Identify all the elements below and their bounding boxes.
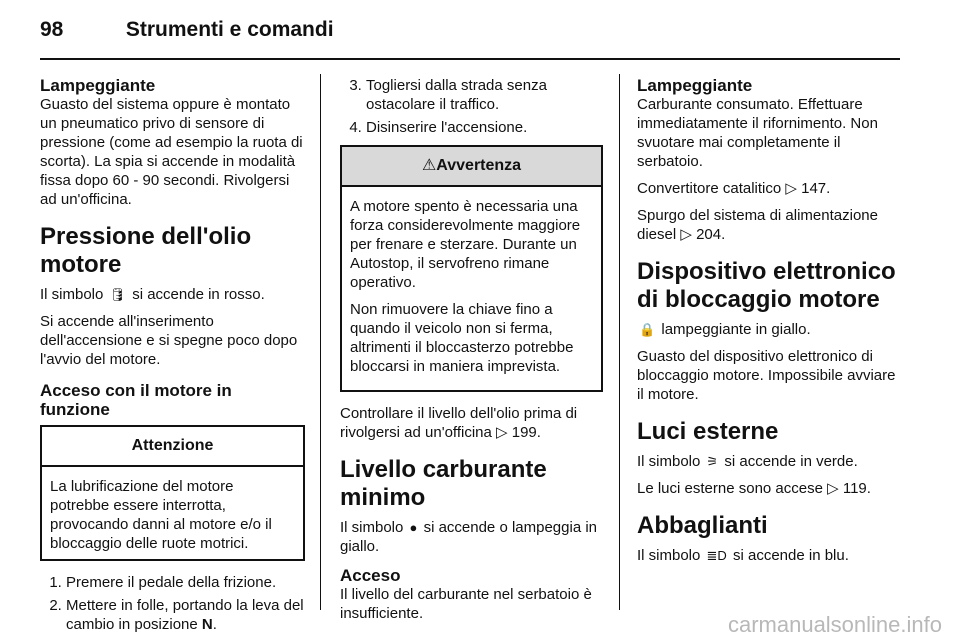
- text-fragment: Convertitore catalitico: [637, 180, 782, 197]
- text-fragment: lampeggiante in giallo.: [661, 321, 811, 338]
- paragraph-immo-fault: Guasto del dispositivo elettronico di bloccaggio motore. Impossibile avviare il motore.: [637, 348, 896, 403]
- reference-arrow-icon: ▷: [827, 480, 839, 497]
- warning-triangle-icon: ⚠: [421, 157, 437, 174]
- text-fragment: si accende in blu.: [732, 547, 849, 564]
- paragraph-oil-ignition: Si accende all'inserimento dell'accensione e si spegne poco dopo l'avvio del motore.: [40, 313, 298, 368]
- immobilizer-icon: 🔒: [639, 322, 656, 337]
- heading-immobilizer: Dispositivo elettronico di bloccaggio motore: [637, 258, 896, 313]
- paragraph-fuel-low: Il livello del carburante nel serbatoio è insufficiente.: [340, 586, 592, 622]
- text-fragment: Spurgo del sistema di alimentazione diesel: [637, 207, 878, 243]
- paragraph-ext-on: [637, 479, 901, 498]
- heading-acceso: Acceso: [340, 566, 401, 585]
- column-divider-2: [619, 74, 620, 610]
- paragraph-fuel-empty: Carburante consumato. Effettuare immediatamente il rifornimento. Non svuotare mai completamente il serbatoio.: [637, 96, 878, 170]
- page-reference: 199.: [511, 424, 541, 441]
- page-header: [40, 18, 334, 42]
- heading-fuel-level: Livello carburante minimo: [340, 456, 547, 511]
- warning-paragraph: Non rimuovere la chiave fino a quando il veicolo non si ferma, altrimenti il bloccasterzo potrebbe bloccarsi in maniera imprevista.: [350, 301, 574, 375]
- gear-position: N: [201, 616, 213, 633]
- text-fragment: si accende in verde.: [724, 453, 858, 470]
- page-reference: 119.: [842, 480, 871, 497]
- list-item: 1. Premere il pedale della frizione.: [66, 573, 305, 592]
- column-3: [637, 76, 901, 573]
- oil-can-icon: 🛢: [109, 287, 127, 302]
- steps-list-1: [40, 573, 305, 634]
- paragraph-oil-symbol: [40, 285, 305, 304]
- attention-box: [40, 425, 305, 561]
- list-item: 4. Disinserire l'accensione.: [366, 118, 603, 137]
- attention-title: Attenzione: [42, 427, 303, 467]
- exterior-lights-icon: ⚞: [706, 454, 719, 469]
- heading-lampeggiante: Lampeggiante: [637, 76, 753, 95]
- page-reference: 147.: [801, 180, 831, 197]
- column-2: [340, 76, 603, 631]
- text-fragment: Mettere in folle, portando la leva del cambio in posizione: [66, 597, 304, 633]
- text-fragment: Il simbolo: [340, 519, 404, 536]
- warning-paragraph: A motore spento è necessaria una forza considerevolmente maggiore per frenare e sterzare. Durante un Autostop, il servofreno rimane operativo.: [350, 198, 581, 291]
- warning-title: [342, 147, 601, 187]
- paragraph-immo-symbol: [637, 320, 901, 339]
- heading-oil-pressure: Pressione dell'olio motore: [40, 223, 252, 278]
- warning-body: [342, 187, 601, 390]
- reference-arrow-icon: ▷: [785, 180, 797, 197]
- paragraph-diesel-purge: [637, 206, 901, 244]
- attention-body: La lubrificazione del motore potrebbe essere interrotta, provocando danni al motore e/o il bloccaggio delle ruote motrici.: [50, 478, 272, 552]
- heading-lampeggiante: Lampeggiante: [40, 76, 156, 95]
- list-item: 3. Togliersi dalla strada senza ostacolare il traffico.: [366, 76, 603, 114]
- header-rule: [40, 58, 900, 60]
- page-reference: 204.: [696, 226, 726, 243]
- column-divider-1: [320, 74, 321, 610]
- list-item: 2. Mettere in folle, portando la leva del cambio in posizione N.: [66, 596, 305, 634]
- high-beam-icon: ≣D: [706, 548, 727, 563]
- paragraph-tpms-fault: Guasto del sistema oppure è montato un pneumatico privo di sensore di pressione (come ad esempio la ruota di scorta). La spia si accende in modalità fissa dopo 60 - 90 secondi. Rivolgersi ad un'officina.: [40, 96, 303, 208]
- steps-list-2: [340, 76, 603, 137]
- text-fragment: si accende in rosso.: [132, 286, 265, 303]
- text-fragment: Controllare il livello dell'olio prima di rivolgersi ad un'officina: [340, 405, 578, 441]
- text-fragment: si accende o lampeggia in giallo.: [340, 519, 598, 555]
- watermark: carmanualsonline.info: [727, 612, 942, 637]
- page-number: 98: [40, 18, 64, 41]
- paragraph-high-beam: [637, 546, 901, 565]
- reference-arrow-icon: ▷: [680, 226, 692, 243]
- paragraph-check-oil: [340, 404, 603, 442]
- paragraph-fuel-symbol: [340, 518, 603, 556]
- text-fragment: Il simbolo: [637, 547, 701, 564]
- text-fragment: Il simbolo: [40, 286, 104, 303]
- fuel-pump-icon: ●: [409, 520, 418, 535]
- warning-title-text: Avvertenza: [436, 157, 522, 174]
- heading-exterior-lights: Luci esterne: [637, 418, 779, 445]
- section-title: Strumenti e comandi: [125, 18, 334, 41]
- heading-high-beam: Abbaglianti: [637, 512, 768, 539]
- column-1: [40, 76, 305, 642]
- heading-engine-running: Acceso con il motore in funzione: [40, 381, 232, 419]
- reference-arrow-icon: ▷: [496, 424, 508, 441]
- text-fragment: Il simbolo: [637, 453, 701, 470]
- warning-box: [340, 145, 603, 392]
- paragraph-ext-symbol: [637, 452, 901, 471]
- paragraph-catalytic: [637, 179, 901, 198]
- text-fragment: Le luci esterne sono accese: [637, 480, 823, 497]
